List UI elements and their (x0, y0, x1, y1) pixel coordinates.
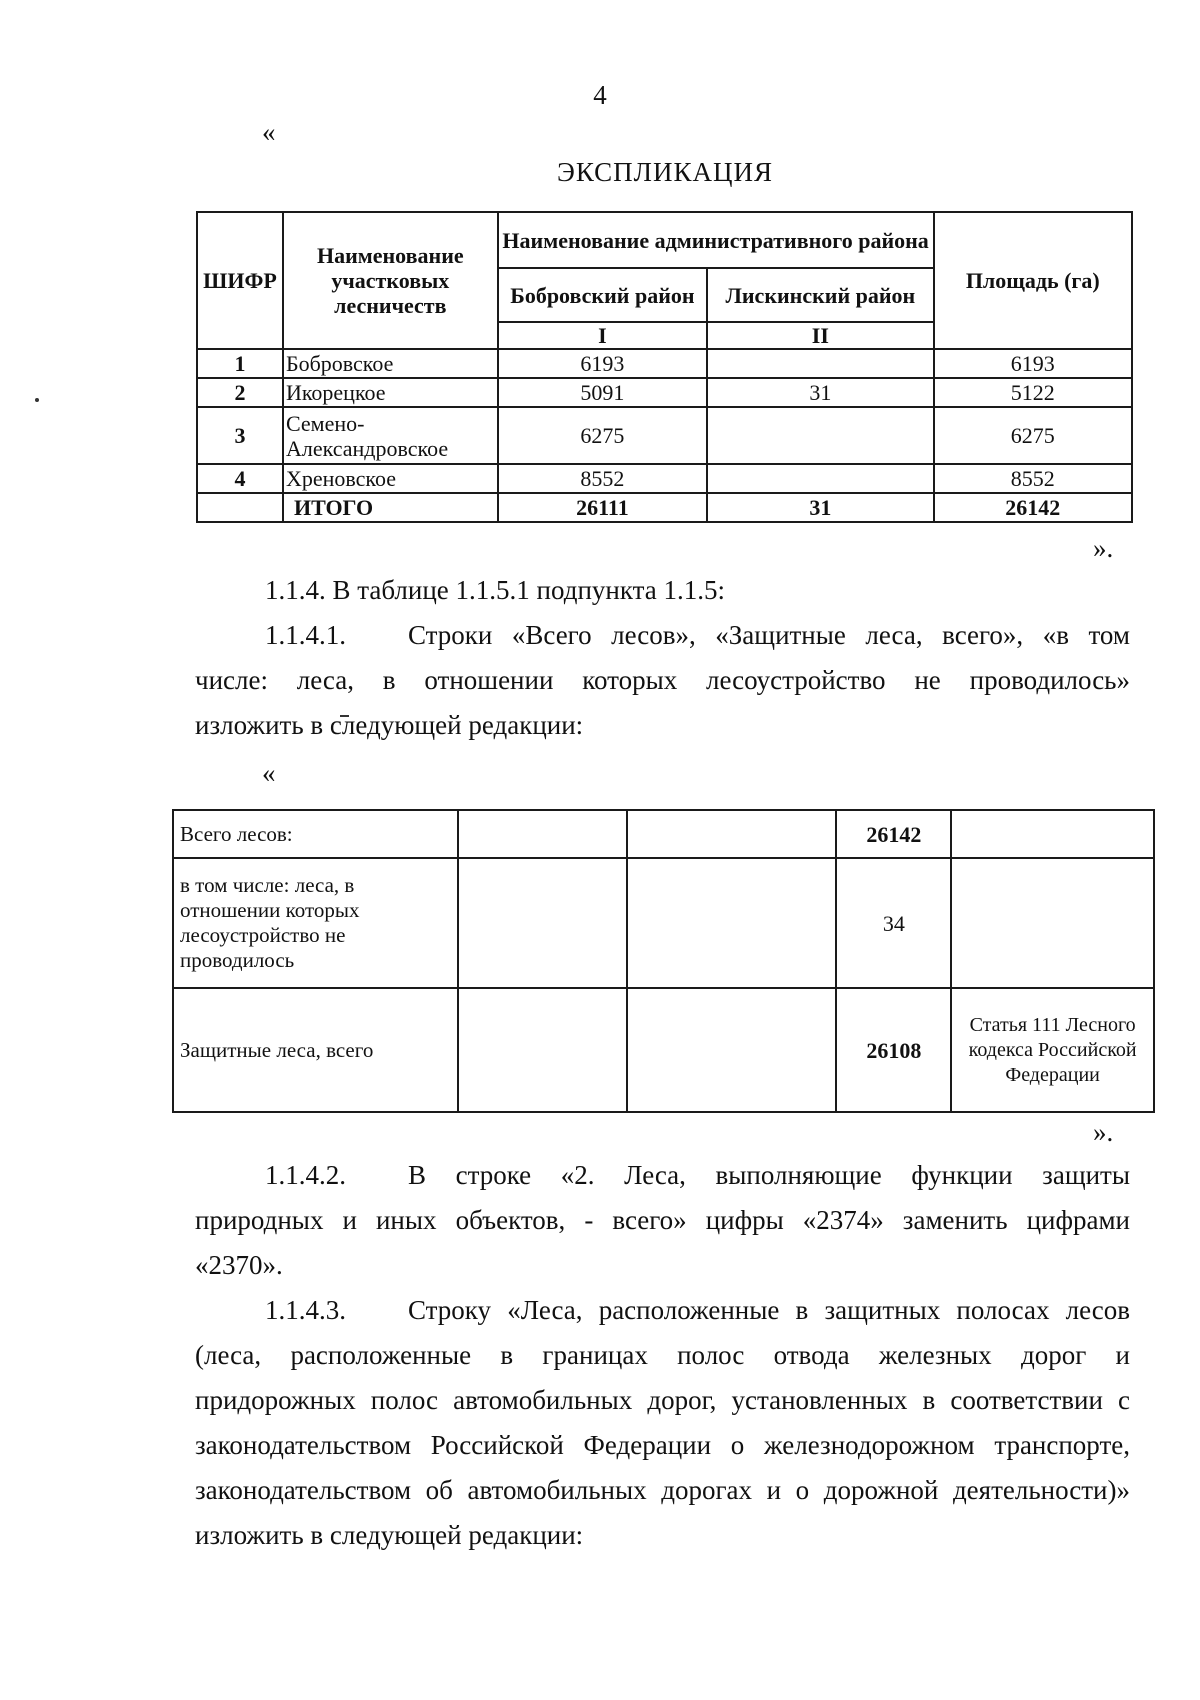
row-district-1: 5091 (498, 378, 707, 407)
paragraph-1-1-4-1-line: изложить в следующей редакции: (195, 710, 584, 740)
header-district-2-num: II (707, 322, 933, 349)
table-row (173, 858, 1154, 988)
header-area: Площадь (га) (934, 212, 1132, 349)
row-code: 3 (197, 407, 283, 464)
header-forestry-name: Наименование участковых лесничеств (283, 212, 498, 349)
paragraph-1-1-4-3-line: изложить в следующей редакции: (195, 1520, 584, 1550)
row-name: Хреновское (283, 464, 498, 493)
table-row (197, 464, 1132, 493)
row-name: Семено-Александровское (283, 407, 498, 464)
total-label: ИТОГО (283, 493, 498, 522)
row-area: 5122 (934, 378, 1132, 407)
row-cell-empty (458, 858, 627, 988)
table-row (173, 810, 1154, 858)
row-district-2 (707, 464, 933, 493)
row-district-1: 6193 (498, 349, 707, 378)
total-district-1: 26111 (498, 493, 707, 522)
paragraph-1-1-4-2-line: В строке «2. Леса, выполняющие функции защиты (408, 1160, 1130, 1190)
row-cell-empty (458, 810, 627, 858)
table-row (197, 378, 1132, 407)
row-label: Защитные леса, всего (173, 988, 458, 1112)
row-label: в том числе: леса, в отношении которых лесоустройство не проводилось (173, 858, 458, 988)
table-row (197, 407, 1132, 464)
table-row (173, 988, 1154, 1112)
row-note (951, 810, 1154, 858)
paragraph-1-1-4-3-line: Строку «Леса, расположенные в защитных полосах лесов (408, 1295, 1130, 1325)
row-note (951, 858, 1154, 988)
row-cell-empty (458, 988, 627, 1112)
open-quote: « (262, 117, 276, 147)
paragraph-1-1-4-1-line: числе: леса, в отношении которых лесоустройство не проводилось» (195, 665, 1130, 695)
total-row (197, 493, 1132, 522)
row-district-1: 8552 (498, 464, 707, 493)
paragraph-1-1-4-1-line: Строки «Всего лесов», «Защитные леса, всего», «в том (408, 620, 1130, 650)
paragraph-1-1-4-2-number: 1.1.4.2. (265, 1160, 346, 1190)
row-value: 26108 (836, 988, 951, 1112)
paragraph-1-1-4-3-line: придорожных полос автомобильных дорог, установленных в соответствии с (195, 1385, 1130, 1415)
row-label: Всего лесов: (173, 810, 458, 858)
page-number: 4 (593, 80, 607, 110)
total-area: 26142 (934, 493, 1132, 522)
close-quote: ». (1093, 533, 1114, 563)
row-district-2 (707, 349, 933, 378)
explication-title: ЭКСПЛИКАЦИЯ (557, 157, 773, 187)
row-cell-empty (627, 858, 836, 988)
row-area: 6193 (934, 349, 1132, 378)
scan-speck (35, 398, 39, 402)
replacement-table (172, 809, 1155, 1113)
row-area: 8552 (934, 464, 1132, 493)
row-cell-empty (627, 988, 836, 1112)
paragraph-1-1-4-3-line: (леса, расположенные в границах полос отвода железных дорог и (195, 1340, 1130, 1370)
total-code-empty (197, 493, 283, 522)
paragraph-1-1-4-2-line: «2370». (195, 1250, 283, 1280)
paragraph-1-1-4: 1.1.4. В таблице 1.1.5.1 подпункта 1.1.5: (265, 575, 725, 605)
row-name: Икорецкое (283, 378, 498, 407)
row-name: Бобровское (283, 349, 498, 378)
paragraph-1-1-4-3-line: законодательством Российской Федерации о железнодорожном транспорте, (195, 1430, 1130, 1460)
header-admin-district: Наименование административного района (498, 212, 934, 268)
table-row (197, 349, 1132, 378)
header-district-1-num: I (498, 322, 707, 349)
open-quote-2: « (262, 758, 276, 788)
close-quote-2: ». (1093, 1117, 1114, 1147)
row-area: 6275 (934, 407, 1132, 464)
paragraph-1-1-4-3-line: законодательством об автомобильных дорогах и о дорожной деятельности)» (195, 1475, 1130, 1505)
header-code: ШИФР (197, 212, 283, 349)
row-district-1: 6275 (498, 407, 707, 464)
row-value: 26142 (836, 810, 951, 858)
row-district-2 (707, 407, 933, 464)
explication-table (196, 211, 1133, 523)
row-code: 2 (197, 378, 283, 407)
total-district-2: 31 (707, 493, 933, 522)
header-district-1: Бобровский район (498, 268, 707, 322)
paragraph-1-1-4-3-number: 1.1.4.3. (265, 1295, 346, 1325)
row-district-2: 31 (707, 378, 933, 407)
row-code: 1 (197, 349, 283, 378)
row-code: 4 (197, 464, 283, 493)
paragraph-1-1-4-1-number: 1.1.4.1. (265, 620, 346, 650)
header-district-2: Лискинский район (707, 268, 933, 322)
row-cell-empty (627, 810, 836, 858)
row-note: Статья 111 Лесного кодекса Российской Федерации (951, 988, 1154, 1112)
row-value: 34 (836, 858, 951, 988)
paragraph-1-1-4-2-line: природных и иных объектов, - всего» цифры «2374» заменить цифрами (195, 1205, 1130, 1235)
